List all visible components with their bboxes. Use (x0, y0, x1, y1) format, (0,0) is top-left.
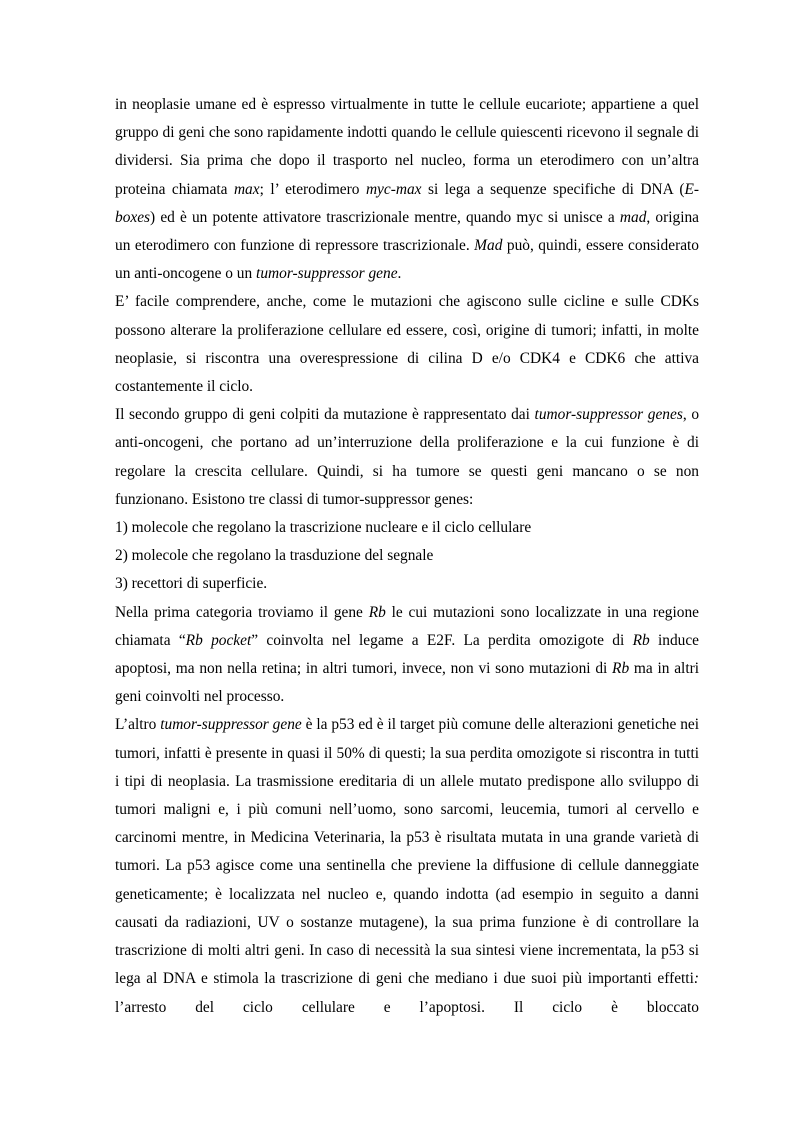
italic-term: : (693, 970, 699, 988)
italic-term: tumor-suppressor genes (534, 406, 683, 424)
text-run: può, quindi, essere considerato un anti-oncogene o un (115, 237, 699, 283)
text-run: ma in altri geni coinvolti nel processo. (115, 660, 699, 706)
text-run: . (397, 265, 402, 283)
italic-term: E-boxes (115, 180, 699, 226)
paragraph-myc (115, 91, 699, 288)
list-item-2 (115, 542, 699, 570)
paragraph-cicline (115, 288, 699, 401)
italic-term: tumor-suppressor gene (160, 716, 302, 734)
italic-term: myc-max (365, 180, 422, 198)
text-run: L’altro (115, 716, 161, 734)
italic-term: Rb pocket (185, 631, 252, 649)
italic-term: mad (619, 208, 647, 226)
italic-term: Rb (368, 603, 386, 621)
text-run: Nella prima categoria troviamo il gene (115, 603, 369, 621)
text-run: induce apoptosi, ma non nella retina; in altri tumori, invece, non vi sono mutazioni di (115, 631, 699, 678)
text-run: ) ed è un potente attivatore trascrizionale mentre, quando myc si unisce a (150, 208, 620, 226)
paragraph-tumor-suppressor (115, 401, 699, 514)
text-run: ; l’ eterodimero (259, 180, 366, 198)
text-run: Il secondo gruppo di geni colpiti da mutazione è rappresentato dai (115, 406, 535, 424)
italic-term: Mad (474, 237, 503, 255)
text-run: le cui mutazioni sono localizzate in una regione chiamata “ (115, 603, 699, 649)
text-run: , origina un eterodimero con funzione di repressore trascrizionale. (115, 208, 699, 255)
italic-term: tumor-suppressor gene (256, 265, 398, 283)
text-run: è la p53 ed è il target più comune delle alterazioni genetiche nei tumori, infatti è presente in quasi il 50% di questi; la sua perdita omozigote si riscontra in tutti i tipi di neoplasia. La trasmissione ereditaria di un allele mutato predispone allo sviluppo di tumori maligni e, i più comuni nell’uomo, sono sarcomi, leucemia, tumori al cervello e carcinomi mentre, in Medicina Veterinaria, la p53 è risultata mutata in una grande varietà di tumori. La p53 agisce come una sentinella che previene la diffusione di cellule danneggiate geneticamente; è localizzata nel nucleo e, quando indotta (ad esempio in seguito a danni causati da radiazioni, UV o sostanze mutagene), la sua prima funzione è di controllare la trascrizione di molti altri geni. In caso di necessità la sua sintesi viene incrementata, la p53 si lega al DNA e stimola la trascrizione di geni che mediano i due suoi più importanti effetti (115, 716, 700, 988)
italic-term: Rb (612, 660, 630, 678)
text-run: E’ facile comprendere, anche, come le mutazioni che agiscono sulle cicline e sulle CDKs possono alterare la proliferazione cellulare ed essere, così, origine di tumori; infatti, in molte neoplasie, si riscontra una overespressione di cilina D e/o CDK4 e CDK6 che attiva costantemente il ciclo. (115, 293, 699, 396)
italic-term: Rb (632, 631, 650, 649)
text-run: 3) recettori di superficie. (115, 575, 268, 593)
text-run: in neoplasie umane ed è espresso virtualmente in tutte le cellule eucariote; appartiene a quel gruppo di geni che sono rapidamente indotti quando le cellule quiescenti ricevono il segnale di dividersi. Sia prima che dopo il trasporto nel nucleo, forma un eterodimero con un’altra proteina chiamata (115, 96, 699, 198)
list-item-3 (115, 570, 699, 598)
text-run: ” coinvolta nel legame a E2F. La perdita omozigote di (251, 631, 633, 649)
paragraph-p53 (115, 711, 699, 1021)
text-run: l’arresto del ciclo cellulare e l’apoptosi. Il ciclo è bloccato (115, 998, 699, 1016)
text-run: , o anti-oncogeni, che portano ad un’interruzione della proliferazione e la cui funzione è di regolare la crescita cellulare. Quindi, si ha tumore se questi geni mancano o se non funzionano. Esistono tre classi di tumor-suppressor genes: (115, 406, 700, 508)
text-run: si lega a sequenze specifiche di DNA ( (421, 180, 685, 198)
text-run: 2) molecole che regolano la trasduzione del segnale (115, 547, 434, 565)
list-item-1 (115, 514, 699, 542)
document-page (115, 91, 699, 1022)
text-run: 1) molecole che regolano la trascrizione nucleare e il ciclo cellulare (115, 519, 532, 537)
italic-term: max (233, 180, 260, 198)
paragraph-rb (115, 599, 699, 712)
